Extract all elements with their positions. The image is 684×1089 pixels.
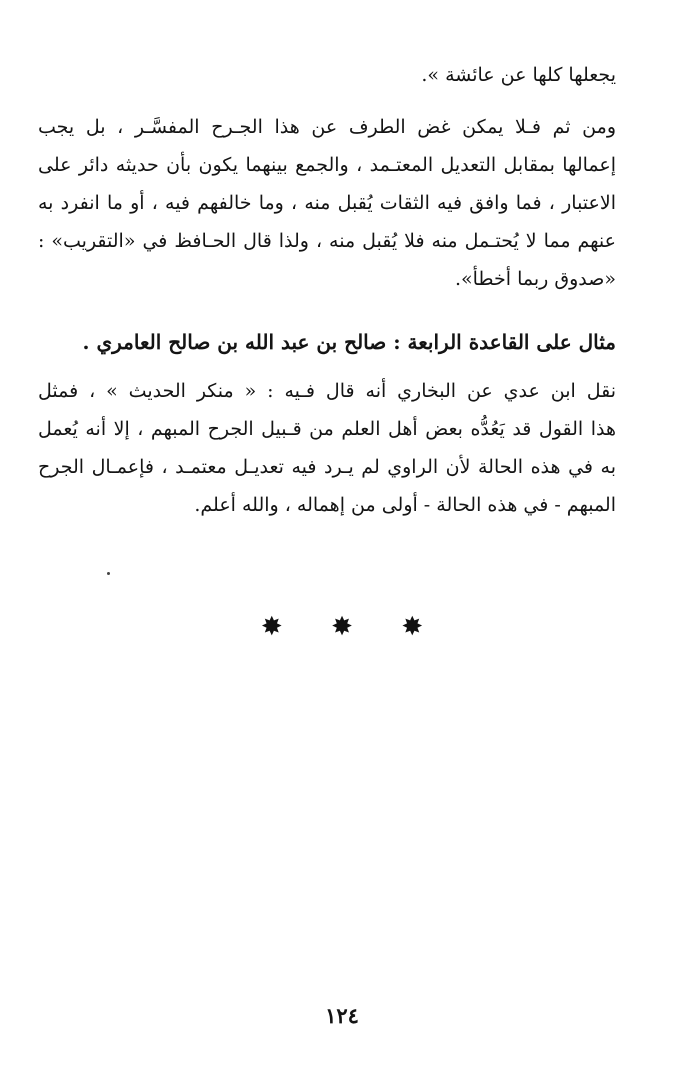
- paragraph-2-line-3: به في هذه الحالة لأن الراوي لم يـرد فيه تعديـل معتمـد ، فإعمـال الجرح: [38, 456, 616, 478]
- paragraph-2-line-4: المبهم - في هذه الحالة - أولى من إهماله ، والله أعلم.: [194, 494, 616, 516]
- paragraph-1-line-4: عنهم مما لا يُحتـمل منه فلا يُقبل منه ، ولذا قال الحـافظ في «التقريب» :: [38, 230, 616, 252]
- example-heading: مثال على القاعدة الرابعة : صالح بن عبد الله بن صالح العامري .: [82, 330, 616, 354]
- paragraph-1-line-5: «صدوق ربما أخطأ».: [454, 268, 616, 290]
- paragraph-1-line-3: الاعتبار ، فما وافق فيه الثقات يُقبل منه ، وما خالفهم فيه ، أو ما انفرد به: [38, 192, 616, 214]
- paragraph-1-line-2: إعمالها بمقابل التعديل المعتـمد ، والجمع بينهما يكون بأن حديثه دائر على: [38, 154, 616, 176]
- paragraph-1: [38, 108, 616, 298]
- paragraph-2-line-1: نقل ابن عدي عن البخاري أنه قال فـيه : « منكر الحديث » ، فمثل: [38, 380, 616, 402]
- paragraph-2-line-2: هذا القول قد يَعُدُّه بعض أهل العلم من قـبيل الجرح المبهم ، إلا أنه يُعمل: [38, 418, 616, 440]
- section-separator: [0, 612, 684, 642]
- page-number: ١٢٤: [325, 1003, 359, 1028]
- intro-line: يجعلها كلها عن عائشة ».: [421, 64, 616, 86]
- star-ornament-icon: ✸: [401, 612, 424, 642]
- paragraph-1-line-1: ومن ثم فـلا يمكن غض الطرف عن هذا الجـرح المفسَّـر ، بل يجب: [38, 116, 616, 138]
- ink-speck: [107, 572, 110, 575]
- star-ornament-icon: ✸: [331, 612, 353, 642]
- star-ornament-icon: ✸: [260, 612, 283, 642]
- example-heading-block: [38, 323, 616, 361]
- intro-line-block: [38, 56, 616, 94]
- paragraph-2: [38, 372, 616, 524]
